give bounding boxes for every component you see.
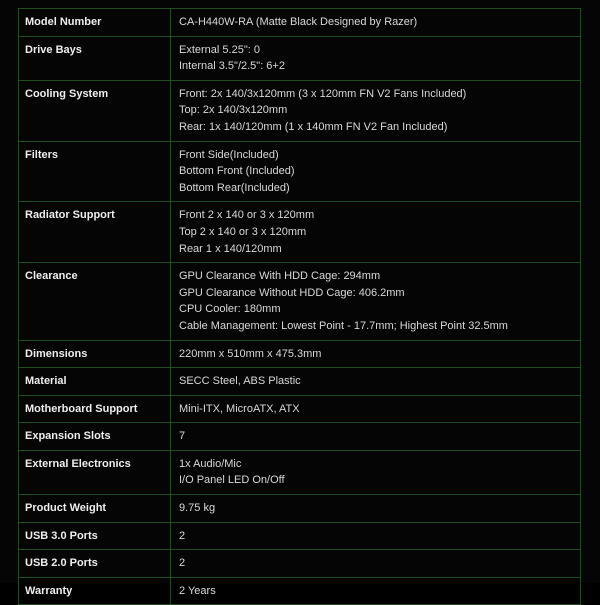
spec-value-line: Bottom Front (Included) (179, 165, 295, 178)
spec-row (19, 202, 581, 263)
spec-value-line: 220mm x 510mm x 475.3mm (179, 347, 322, 360)
spec-row (19, 368, 581, 396)
spec-label: USB 2.0 Ports (19, 550, 171, 578)
spec-value-line: External 5.25": 0 (179, 43, 260, 56)
spec-row (19, 141, 581, 202)
spec-row (19, 263, 581, 340)
spec-value (171, 368, 581, 396)
spec-value-line: Front: 2x 140/3x120mm (3 x 120mm FN V2 Fans Included) (179, 87, 467, 100)
spec-value-line: Top 2 x 140 or 3 x 120mm (179, 225, 307, 238)
spec-label: Motherboard Support (19, 395, 171, 423)
spec-label: Expansion Slots (19, 423, 171, 451)
spec-label: Warranty (19, 577, 171, 605)
spec-value (171, 577, 581, 605)
spec-row (19, 9, 581, 37)
spec-value-line: 1x Audio/Mic (179, 457, 242, 470)
spec-label: Radiator Support (19, 202, 171, 263)
spec-label: Product Weight (19, 495, 171, 523)
spec-table (18, 8, 581, 605)
spec-value-line: Front Side(Included) (179, 148, 279, 161)
spec-label: Material (19, 368, 171, 396)
spec-value-line: SECC Steel, ABS Plastic (179, 375, 301, 388)
spec-value (171, 495, 581, 523)
spec-label: Dimensions (19, 340, 171, 368)
spec-value-line: Mini-ITX, MicroATX, ATX (179, 402, 300, 415)
spec-value-line: GPU Clearance With HDD Cage: 294mm (179, 270, 381, 283)
spec-value-line: CPU Cooler: 180mm (179, 303, 281, 316)
spec-label: Drive Bays (19, 36, 171, 80)
spec-row (19, 550, 581, 578)
spec-value-line: 2 (179, 529, 186, 542)
spec-value (171, 395, 581, 423)
spec-value-line: Top: 2x 140/3x120mm (179, 104, 288, 117)
spec-value (171, 263, 581, 340)
spec-value-line: Cable Management: Lowest Point - 17.7mm; Highest Point 32.5mm (179, 319, 508, 332)
spec-value-line: 2 Years (179, 584, 216, 597)
spec-value-line: 7 (179, 430, 186, 443)
spec-table-body (19, 9, 581, 605)
spec-value (171, 9, 581, 37)
spec-label: Clearance (19, 263, 171, 340)
spec-value-line: Front 2 x 140 or 3 x 120mm (179, 209, 315, 222)
spec-value (171, 141, 581, 202)
spec-value-line: Bottom Rear(Included) (179, 181, 290, 194)
spec-row (19, 395, 581, 423)
spec-value (171, 36, 581, 80)
spec-value-line: 2 (179, 557, 186, 570)
spec-value (171, 522, 581, 550)
spec-label: Model Number (19, 9, 171, 37)
spec-value (171, 80, 581, 141)
spec-row (19, 340, 581, 368)
spec-row (19, 423, 581, 451)
spec-row (19, 522, 581, 550)
spec-value (171, 450, 581, 494)
spec-row (19, 80, 581, 141)
spec-label: Cooling System (19, 80, 171, 141)
spec-value (171, 340, 581, 368)
spec-label: USB 3.0 Ports (19, 522, 171, 550)
spec-value-line: Rear 1 x 140/120mm (179, 242, 282, 255)
spec-label: External Electronics (19, 450, 171, 494)
spec-row (19, 495, 581, 523)
spec-value-line: GPU Clearance Without HDD Cage: 406.2mm (179, 286, 405, 299)
spec-row (19, 450, 581, 494)
spec-value-line: I/O Panel LED On/Off (179, 474, 285, 487)
spec-row (19, 36, 581, 80)
spec-value (171, 202, 581, 263)
spec-value (171, 423, 581, 451)
spec-row (19, 577, 581, 605)
spec-value-line: CA-H440W-RA (Matte Black Designed by Razer) (179, 16, 418, 28)
spec-value-line: Internal 3.5"/2.5": 6+2 (179, 60, 285, 73)
spec-value-line: 9.75 kg (179, 502, 216, 515)
spec-label: Filters (19, 141, 171, 202)
spec-value-line: Rear: 1x 140/120mm (1 x 140mm FN V2 Fan Included) (179, 120, 448, 133)
spec-value (171, 550, 581, 578)
